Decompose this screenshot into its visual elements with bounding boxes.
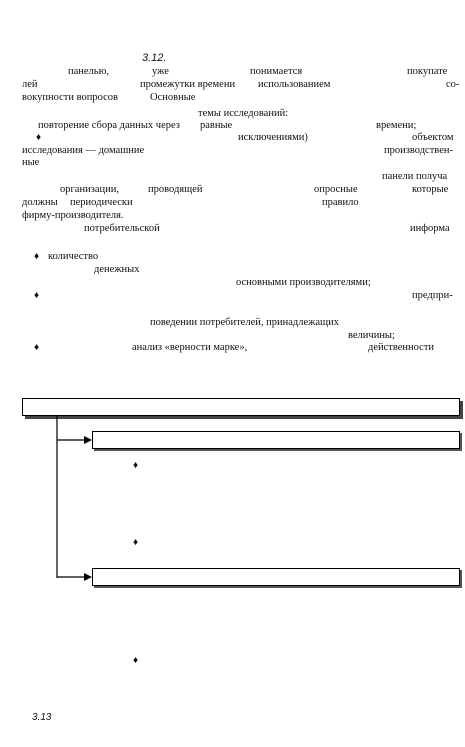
text-fragment: проводящей — [148, 184, 203, 195]
arrow-right-icon — [84, 573, 92, 581]
figure-number: 3.13 — [32, 712, 52, 723]
arrow-right-icon — [84, 436, 92, 444]
bullet-icon: ♦ — [133, 460, 139, 471]
bullet-icon: ♦ — [34, 342, 40, 353]
text-fragment: объектом — [412, 132, 454, 143]
text-fragment: темы исследований: — [198, 108, 289, 119]
bullet-icon: ♦ — [36, 132, 42, 143]
section-number: 3.12. — [142, 52, 167, 64]
text-fragment: времени; — [376, 120, 417, 131]
text-fragment: потребительской — [84, 223, 160, 234]
text-fragment: вокупности вопросов — [22, 92, 118, 103]
text-fragment: повторение сбора данных через — [38, 120, 180, 131]
text-fragment: анализ «верности марке», — [132, 342, 248, 353]
text-fragment: производствен- — [384, 145, 453, 156]
bullet-icon: ♦ — [133, 537, 139, 548]
bullet-icon: ♦ — [34, 251, 40, 262]
text-fragment: основными производителями; — [236, 277, 371, 288]
bullet-icon: ♦ — [34, 290, 40, 301]
text-fragment: промежутки времени — [140, 79, 236, 90]
text-fragment: равные — [200, 120, 233, 131]
text-fragment: опросные — [314, 184, 358, 195]
text-fragment: исключениями) — [238, 132, 308, 143]
text-fragment: со- — [446, 79, 460, 90]
text-fragment: фирму-производителя. — [22, 210, 124, 221]
text-fragment: понимается — [250, 66, 303, 77]
text-fragment: покупате — [407, 66, 448, 77]
text-fragment: использованием — [258, 79, 331, 90]
text-fragment: количество — [48, 251, 99, 262]
text-fragment: периодически — [70, 197, 133, 208]
text-fragment: которые — [412, 184, 449, 195]
text-fragment: денежных — [94, 264, 140, 275]
text-fragment: величины; — [348, 330, 395, 341]
text-fragment: информа — [410, 223, 450, 234]
text-fragment: ные — [22, 157, 40, 168]
text-fragment: лей — [22, 79, 38, 90]
text-fragment: панели получа — [382, 171, 448, 182]
text-fragment: панелью, — [68, 66, 110, 77]
text-fragment: действенности — [368, 342, 435, 353]
text-fragment: поведении потребителей, принадлежащих — [150, 317, 339, 328]
text-fragment: Основные — [150, 92, 196, 103]
text-fragment: предпри- — [412, 290, 453, 301]
text-fragment: уже — [152, 66, 169, 77]
text-fragment: должны — [22, 197, 58, 208]
bullet-icon: ♦ — [133, 655, 139, 666]
text-fragment: правило — [322, 197, 359, 208]
text-fragment: исследования — домашние — [22, 145, 145, 156]
text-fragment: организации, — [60, 184, 119, 195]
